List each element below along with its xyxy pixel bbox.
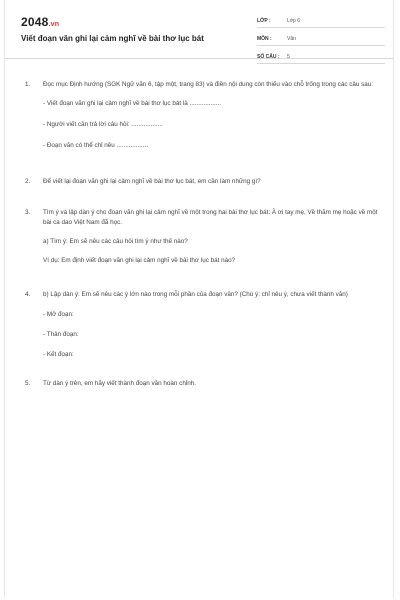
meta-row-class bbox=[257, 14, 385, 28]
question-3-sub-2: Ví dụ: Em định viết đoạn văn ghi lại cảm nghĩ về bài thơ lục bát nào? bbox=[43, 257, 236, 264]
question-list bbox=[25, 80, 381, 389]
question-1-sub-1: - Viết đoạn văn ghi lại cảm nghĩ về bài thơ lục bát là .................. bbox=[43, 100, 221, 107]
question-3-sub-1: a) Tìm ý: Em sẽ nêu các câu hỏi tìm ý như thế nào? bbox=[43, 238, 188, 245]
meta-value: Văn bbox=[287, 35, 296, 42]
meta-label: MÔN : bbox=[257, 35, 272, 42]
question-text: Từ dàn ý trên, em hãy viết thành đoạn văn hoàn chỉnh. bbox=[43, 380, 196, 387]
worksheet-header bbox=[5, 0, 393, 59]
site-logo[interactable] bbox=[21, 15, 59, 29]
meta-value: 5 bbox=[287, 53, 290, 60]
meta-label: SỐ CÂU : bbox=[257, 53, 280, 60]
question-text: Để viết lại đoạn văn ghi lại cảm nghĩ về bài thơ lục bát, em cần làm những gì? bbox=[43, 178, 261, 185]
meta-info bbox=[257, 14, 385, 68]
question-text: Đọc mục Định hướng (SGK Ngữ văn 6, tập một, trang 83) và điền nội dung còn thiếu vào chỗ trống trong các câu sau: bbox=[43, 81, 374, 88]
question-5 bbox=[25, 379, 381, 389]
question-number: 2. bbox=[25, 178, 31, 185]
question-1-sub-3: - Đoạn văn có thể chỉ nêu .................. bbox=[43, 142, 148, 149]
meta-row-question-count bbox=[257, 50, 385, 64]
question-number: 4. bbox=[25, 291, 31, 298]
question-4 bbox=[25, 290, 381, 300]
question-2 bbox=[25, 177, 381, 187]
worksheet-page bbox=[4, 0, 394, 598]
meta-label: LỚP : bbox=[257, 17, 271, 24]
question-4-sub-2: - Thân đoạn: bbox=[43, 331, 79, 338]
document-title: Viết đoạn văn ghi lại cảm nghĩ về bài thơ lục bát bbox=[21, 34, 204, 43]
question-1 bbox=[25, 80, 381, 90]
logo-number: 2048 bbox=[21, 15, 49, 29]
question-1-sub-2: - Người viết cần trả lời câu hỏi: .................. bbox=[43, 121, 163, 128]
question-number: 3. bbox=[25, 209, 31, 216]
question-3 bbox=[25, 208, 381, 228]
question-number: 1. bbox=[25, 81, 31, 88]
meta-row-subject bbox=[257, 32, 385, 46]
question-text: b) Lập dàn ý: Em sẽ nêu các ý lớn nào trong mỗi phần của đoạn văn? (Chú ý: chỉ nêu ý, chưa viết thành văn) bbox=[43, 291, 348, 298]
question-number: 5. bbox=[25, 380, 31, 387]
meta-value: Lớp 6 bbox=[287, 17, 301, 24]
logo-suffix: .vn bbox=[48, 21, 60, 28]
question-4-sub-3: - Kết đoạn: bbox=[43, 351, 74, 358]
question-text: Tìm ý và lập dàn ý cho đoạn văn ghi lại cảm nghĩ về một trong hai bài thơ lục bát: À ơi tay mẹ, Về thăm mẹ hoặc về một bài ca dao Việt Nam đã học. bbox=[43, 209, 378, 226]
question-4-sub-1: - Mở đoạn: bbox=[43, 311, 74, 318]
